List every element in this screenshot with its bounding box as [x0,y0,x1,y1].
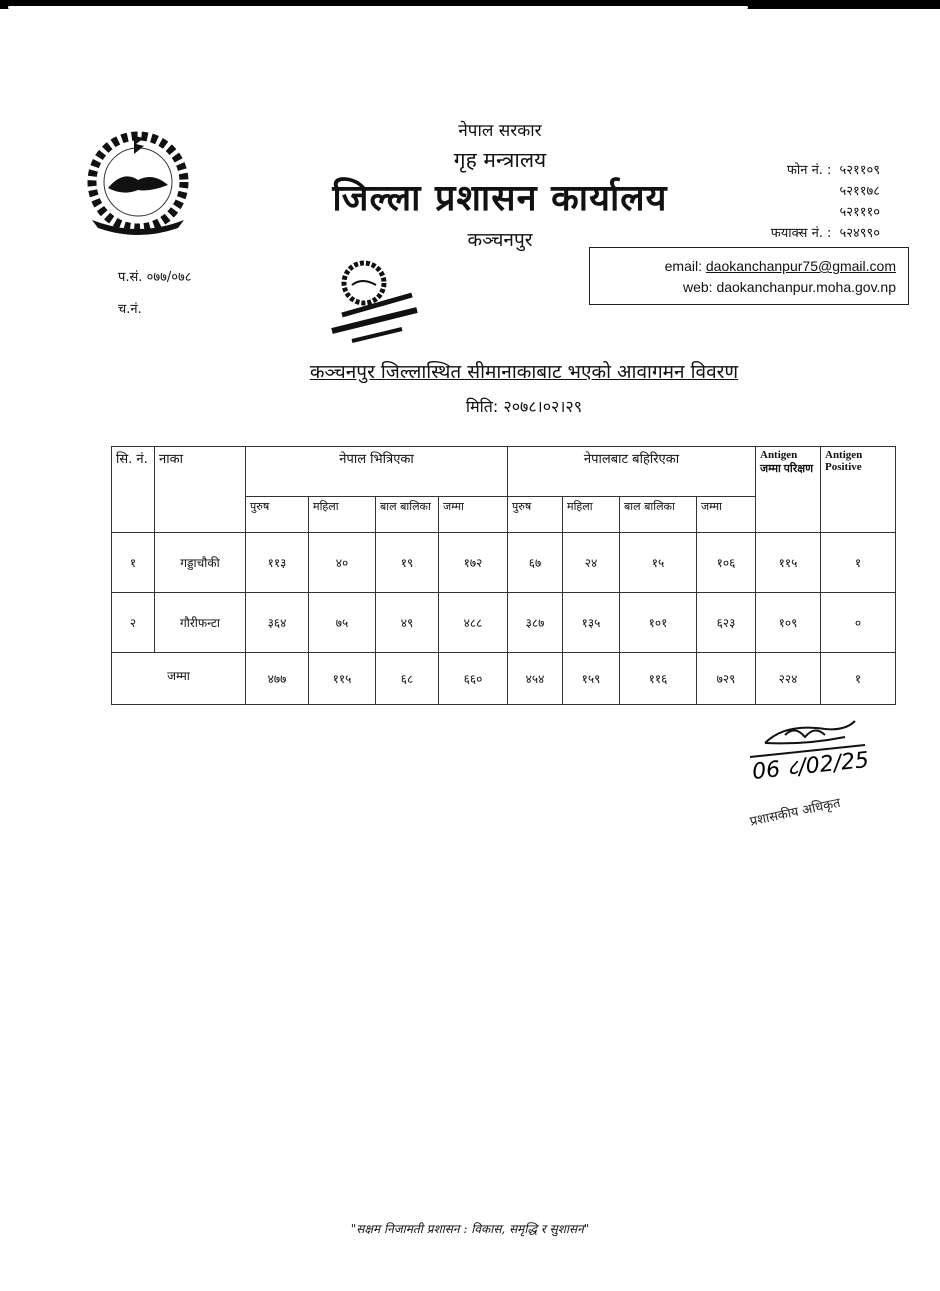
header-in-male: पुरुष [246,497,309,533]
designation: प्रशासकीय अधिकृत [748,795,842,830]
document-date: मिति: २०७८।०२।२९ [465,397,583,416]
web-label: web: [682,279,713,295]
header-antigen-tests: Antigen जम्मा परिक्षण [756,447,821,533]
cell-total-out-male: ४५४ [508,653,563,705]
cell-antigen-positive: ० [821,593,896,653]
email-web-box [589,247,909,305]
contact-numbers [771,160,880,244]
cell-in-female: ७५ [309,593,376,653]
phone-1: ५२११०९ [839,163,880,178]
office-name: जिल्ला प्रशासन कार्यालय [332,177,668,219]
cell-in-child: ४९ [376,593,439,653]
cell-out-child: १५ [620,533,697,593]
email-link[interactable]: daokanchanpur75@gmail.com [705,258,896,274]
phone-label: फोन नं. : [786,163,832,178]
cell-sn: १ [112,533,155,593]
header-antigen-positive: Antigen Positive [821,447,896,533]
cell-naka: गौरीफन्टा [155,593,246,653]
cell-total-in-male: ४७७ [246,653,309,705]
cell-total-in-total: ६६० [439,653,508,705]
border-movement-table [111,446,896,705]
cell-total-out-child: ११६ [620,653,697,705]
cell-antigen-tests: ११५ [756,533,821,593]
phone-2: ५२११७८ [839,184,880,199]
header-in-total: जम्मा [439,497,508,533]
cell-in-child: १९ [376,533,439,593]
table-total-row [112,653,896,705]
header-out-male: पुरुष [508,497,563,533]
table-row [112,533,896,593]
cell-total-label: जम्मा [112,653,246,705]
cell-total-out-total: ७२९ [697,653,756,705]
cell-out-female: १३५ [563,593,620,653]
header-naka: नाका [155,447,246,533]
header-entered: नेपाल भित्रिएका [246,447,508,497]
document-title-text: कञ्चनपुर जिल्लास्थित सीमानाकाबाट भएको आवागमन विवरण [309,361,739,383]
office-stamp-icon [322,255,422,345]
cell-in-female: ४० [309,533,376,593]
footer-motto: "सक्षम निजामती प्रशासन : विकास, समृद्धि र सुशासन" [350,1222,590,1236]
signature-date: 06 ८/02/25 [751,747,871,785]
table-row [112,593,896,653]
cell-total-out-female: १५९ [563,653,620,705]
cell-naka: गड्डाचौकी [155,533,246,593]
chalani-number: च.नं. [118,302,142,317]
cell-total-antigen-tests: २२४ [756,653,821,705]
cell-antigen-tests: १०९ [756,593,821,653]
header-out-child: बाल बालिका [620,497,697,533]
cell-total-in-female: ११५ [309,653,376,705]
cell-out-child: १०१ [620,593,697,653]
signature-icon [745,715,905,785]
header-out-female: महिला [563,497,620,533]
fax-number: ५२४९९० [839,226,880,241]
header-sn: सि. नं. [112,447,155,533]
fax-label: फयाक्स नं. : [770,226,832,241]
cell-out-female: २४ [563,533,620,593]
header-in-female: महिला [309,497,376,533]
phone-3: ५२१११० [839,205,880,220]
cell-in-male: ११३ [246,533,309,593]
cell-out-male: ६७ [508,533,563,593]
document-title [0,358,940,384]
district-name: कञ्चनपुर [467,229,533,251]
web-link[interactable]: daokanchanpur.moha.gov.np [716,279,896,295]
patra-sankhya: प.सं. ०७७/०७८ [118,270,192,285]
scan-top-edge-highlight [8,6,748,9]
government-name: नेपाल सरकार [458,121,542,141]
email-label: email: [664,258,702,274]
cell-in-total: ४८८ [439,593,508,653]
cell-in-total: १७२ [439,533,508,593]
cell-total-in-child: ६८ [376,653,439,705]
cell-in-male: ३६४ [246,593,309,653]
reference-block [118,262,192,326]
cell-out-male: ३८७ [508,593,563,653]
header-out-total: जम्मा [697,497,756,533]
cell-sn: २ [112,593,155,653]
cell-out-total: १०६ [697,533,756,593]
cell-antigen-positive: १ [821,533,896,593]
cell-total-antigen-positive: १ [821,653,896,705]
header-exited: नेपालबाट बहिरिएका [508,447,756,497]
cell-out-total: ६२३ [697,593,756,653]
header-in-child: बाल बालिका [376,497,439,533]
ministry-name: गृह मन्त्रालय [453,148,547,172]
